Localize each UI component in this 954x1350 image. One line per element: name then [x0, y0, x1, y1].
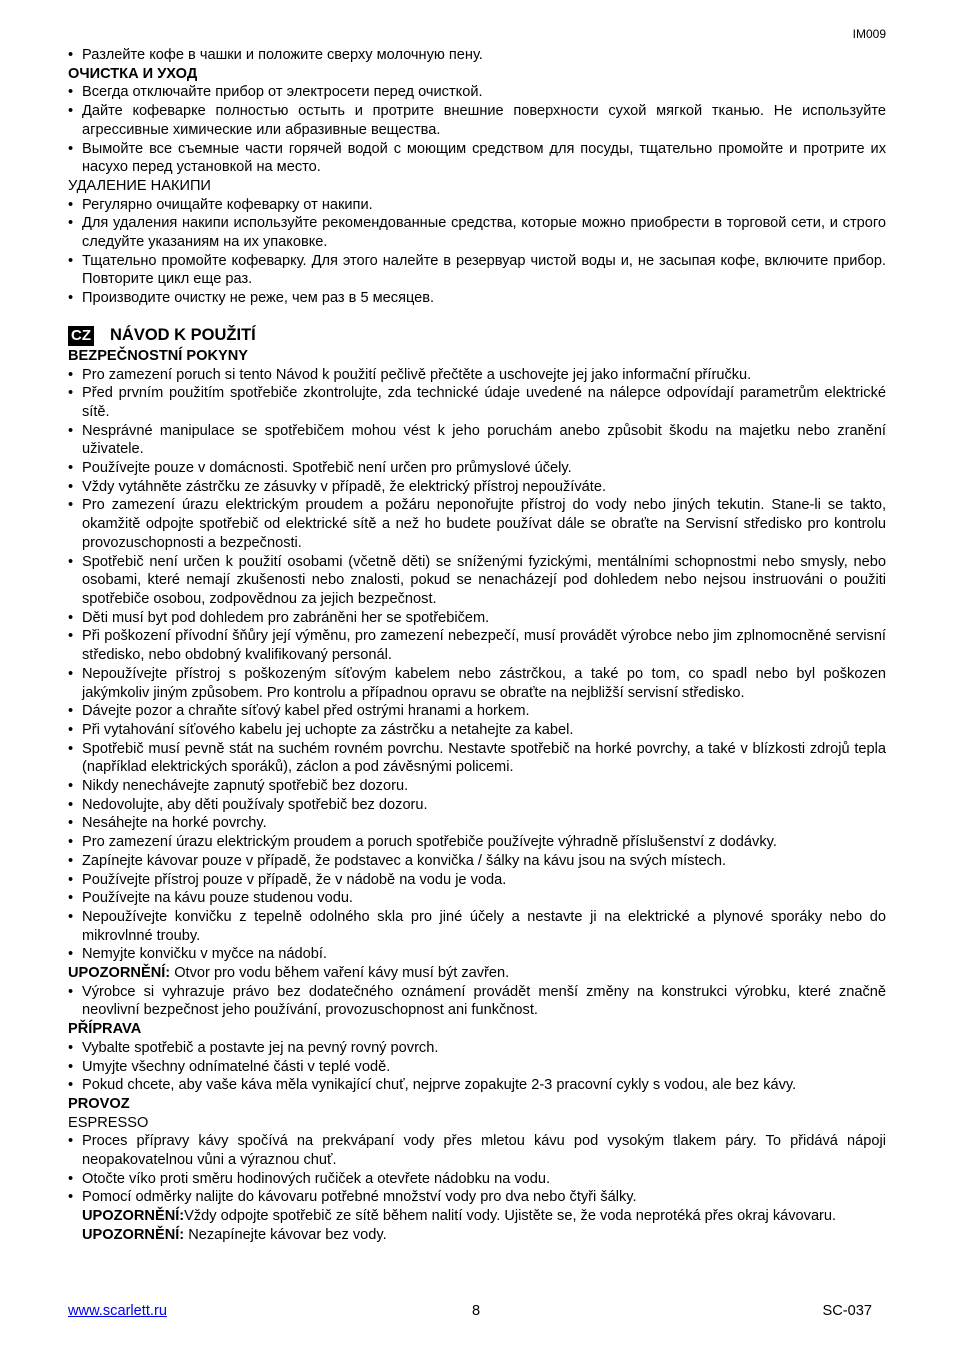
cleaning-list [68, 83, 886, 177]
list-item: • Při poškození přívodní šňůry její výměnu, pro zamezení nebezpečí, musí provádět výrobce nebo jim zplnomocněné servisní středisko, nebo obdobný kvalifikovaný personál. [68, 627, 886, 664]
list-item: • Zapínejte kávovar pouze v případě, že podstavec a konvička / šálky na kávu jsou na svých místech. [68, 852, 886, 871]
document-id: IM009 [852, 27, 886, 41]
section-heading-descale: УДАЛЕНИЕ НАКИПИ [68, 177, 211, 194]
list-item: • Vždy vytáhněte zástrčku ze zásuvky v případě, že elektrický přístroj nepoužíváte. [68, 478, 886, 497]
warning-text: Otvor pro vodu během vaření kávy musí být zavřen. [170, 965, 510, 982]
warning-label: UPOZORNĚNÍ: [68, 965, 171, 982]
list-item: • Вымойте все съемные части горячей водой с моющим средством для посуды, тщательно промойте и протрите их насухо перед установкой на место. [68, 140, 886, 177]
list-item: • Pro zamezení poruch si tento Návod k použití pečlivě přečtěte a uschovejte jej jako informační příručku. [68, 366, 886, 385]
warning-note [68, 1207, 886, 1226]
list-item: • Nedovolujte, aby děti používaly spotřebič bez dozoru. [68, 796, 886, 815]
list-item: • Nepoužívejte přístroj s poškozeným síťovým kabelem nebo zástrčkou, a také po tom, co spadl nebo byl poškozen jakýmkoliv jiným způsobem. Pro kontrolu a případnou opravu se obraťte na nejbližší servisní středisko. [68, 665, 886, 702]
model-number: SC-037 [822, 1303, 872, 1319]
website-link[interactable]: www.scarlett.ru [68, 1303, 167, 1319]
list-item: • Dávejte pozor a chraňte síťový kabel před ostrými hranami a horkem. [68, 702, 886, 721]
list-item: • Тщательно промойте кофеварку. Для этого налейте в резервуар чистой воды и, не засыпая кофе, включите прибор. Повторите цикл еще раз. [68, 252, 886, 289]
warning-text: Nezapínejte kávovar bez vody. [184, 1226, 387, 1243]
warning-text: Vždy odpojte spotřebič ze sítě během nalití vody. Ujistěte se, že voda neprotéká přes okraj kávovaru. [184, 1208, 837, 1225]
list-item: • Před prvním použitím spotřebiče zkontrolujte, zda technické údaje uvedené na nálepce odpovídají parametrům elektrické sítě. [68, 384, 886, 421]
list-item: • Otočte víko proti směru hodinových ručiček a otevřete nádobku na vodu. [68, 1170, 886, 1189]
list-item: • Spotřebič musí pevně stát na suchém rovném povrchu. Nestavte spotřebič na horké povrchy, a také v blízkosti zdrojů tepla (například elektrických sporáků), záclon a pod závěsnými policemi. [68, 740, 886, 777]
list-item: • Při vytahování síťového kabelu jej uchopte za zástrčku a netahejte za kabel. [68, 721, 886, 740]
operation-list [68, 1132, 886, 1207]
list-item: • Для удаления накипи используйте рекомендованные средства, которые можно приобрести в торговой сети, и строго следуйте указаниям на их упаковке. [68, 214, 886, 251]
warning-label: UPOZORNĚNÍ: [82, 1208, 185, 1225]
preparation-list [68, 1039, 886, 1095]
list-item: • Spotřebič není určen k použití osobami (včetně děti) se sníženými fyzickými, mentálními schopnostmi nebo smysly, nebo osobami, které nemají zkušenosti nebo znalosti, pokud se nenacházejí pod dohledem nebo nejsou instruováni o použiti spotřebiče osobou, zodpovědnou za jejich bezpečnost. [68, 553, 886, 609]
list-item: • Používejte přístroj pouze v případě, že v nádobě na vodu je voda. [68, 871, 886, 890]
list-item: • Регулярно очищайте кофеварку от накипи. [68, 196, 886, 215]
list-item: • Разлейте кофе в чашки и положите сверху молочную пену. [68, 46, 886, 65]
list-item: • Nesprávné manipulace se spotřebičem mohou vést k jeho poruchám anebo způsobit škodu na majetku nebo zranění uživatele. [68, 422, 886, 459]
language-badge: CZ [68, 326, 94, 346]
section-heading-preparation: PŘÍPRAVA [68, 1021, 142, 1038]
warning-note [68, 964, 886, 983]
warning-note [68, 1226, 886, 1245]
section-heading-cleaning: ОЧИСТКА И УХОД [68, 65, 198, 82]
list-item: • Всегда отключайте прибор от электросети перед очисткой. [68, 83, 886, 102]
list-item: • Výrobce si vyhrazuje právo bez dodatečného oznámení provádět menší změny na konstrukci výrobku, které značně neovlivní bezpečnost jeho používání, provozuschopnost ani funkčnost. [68, 983, 886, 1020]
descale-list [68, 196, 886, 308]
list-item: • Pro zamezení úrazu elektrickým proudem a poruch spotřebiče používejte výhradně příslušenství z dodávky. [68, 833, 886, 852]
safety-list [68, 366, 886, 965]
list-item: • Nesáhejte na horké povrchy. [68, 814, 886, 833]
list-item: • Používejte na kávu pouze studenou vodu. [68, 889, 886, 908]
list-item: • Pro zamezení úrazu elektrickým proudem a požáru neponořujte přístroj do vody nebo jiných tekutin. Stane-li se takto, okamžitě odpojte spotřebič od elektrické sítě a než ho budete používat dále se obraťte na Servisní středisko pro kontrolu provozuschopnosti a bezpečnosti. [68, 496, 886, 552]
subsection-heading-espresso: ESPRESSO [68, 1114, 149, 1131]
section-heading-operation: PROVOZ [68, 1095, 130, 1112]
list-item: • Vybalte spotřebič a postavte jej na pevný rovný povrch. [68, 1039, 886, 1058]
list-item: • Nikdy nenechávejte zapnutý spotřebič bez dozoru. [68, 777, 886, 796]
section-heading-safety: BEZPEČNOSTNÍ POKYNY [68, 347, 249, 364]
cz-section-title [68, 325, 886, 347]
list-item: • Nepoužívejte konvičku z tepelně odolného skla pro jiné účely a nestavte ji na elektrické a plynové sporáky nebo do mikrovlnné trouby. [68, 908, 886, 945]
list-item: • Proces přípravy kávy spočívá na prekvápaní vody přes mletou kávu pod vysokým tlakem páry. To přidává nápoji neopakovatelnou vůni a výraznou chuť. [68, 1132, 886, 1169]
list-item: • Pomocí odměrky nalijte do kávovaru potřebné množství vody pro dva nebo čtyři šálky. [68, 1188, 886, 1207]
list-item: • Používejte pouze v domácnosti. Spotřebič není určen pro průmyslové účely. [68, 459, 886, 478]
list-item: • Děti musí byt pod dohledem pro zabráněni her se spotřebičem. [68, 609, 886, 628]
list-item: • Pokud chcete, aby vaše káva měla vynikající chuť, nejprve zopakujte 2-3 pracovní cykly s vodou, ale bez kávy. [68, 1076, 886, 1095]
cz-title-text: NÁVOD K POUŽITÍ [110, 326, 256, 345]
page-content [68, 46, 886, 1245]
warning-label: UPOZORNĚNÍ: [82, 1226, 185, 1243]
list-item: • Дайте кофеварке полностью остыть и протрите внешние поверхности сухой мягкой тканью. Не используйте агрессивные химические или абразивные вещества. [68, 102, 886, 139]
list-item: • Производите очистку не реже, чем раз в 5 месяцев. [68, 289, 886, 308]
list-item: • Umyjte všechny odnímatelné části v teplé vodě. [68, 1058, 886, 1077]
list-item: • Nemyjte konvičku v myčce na nádobí. [68, 945, 886, 964]
page-number: 8 [472, 1303, 481, 1319]
